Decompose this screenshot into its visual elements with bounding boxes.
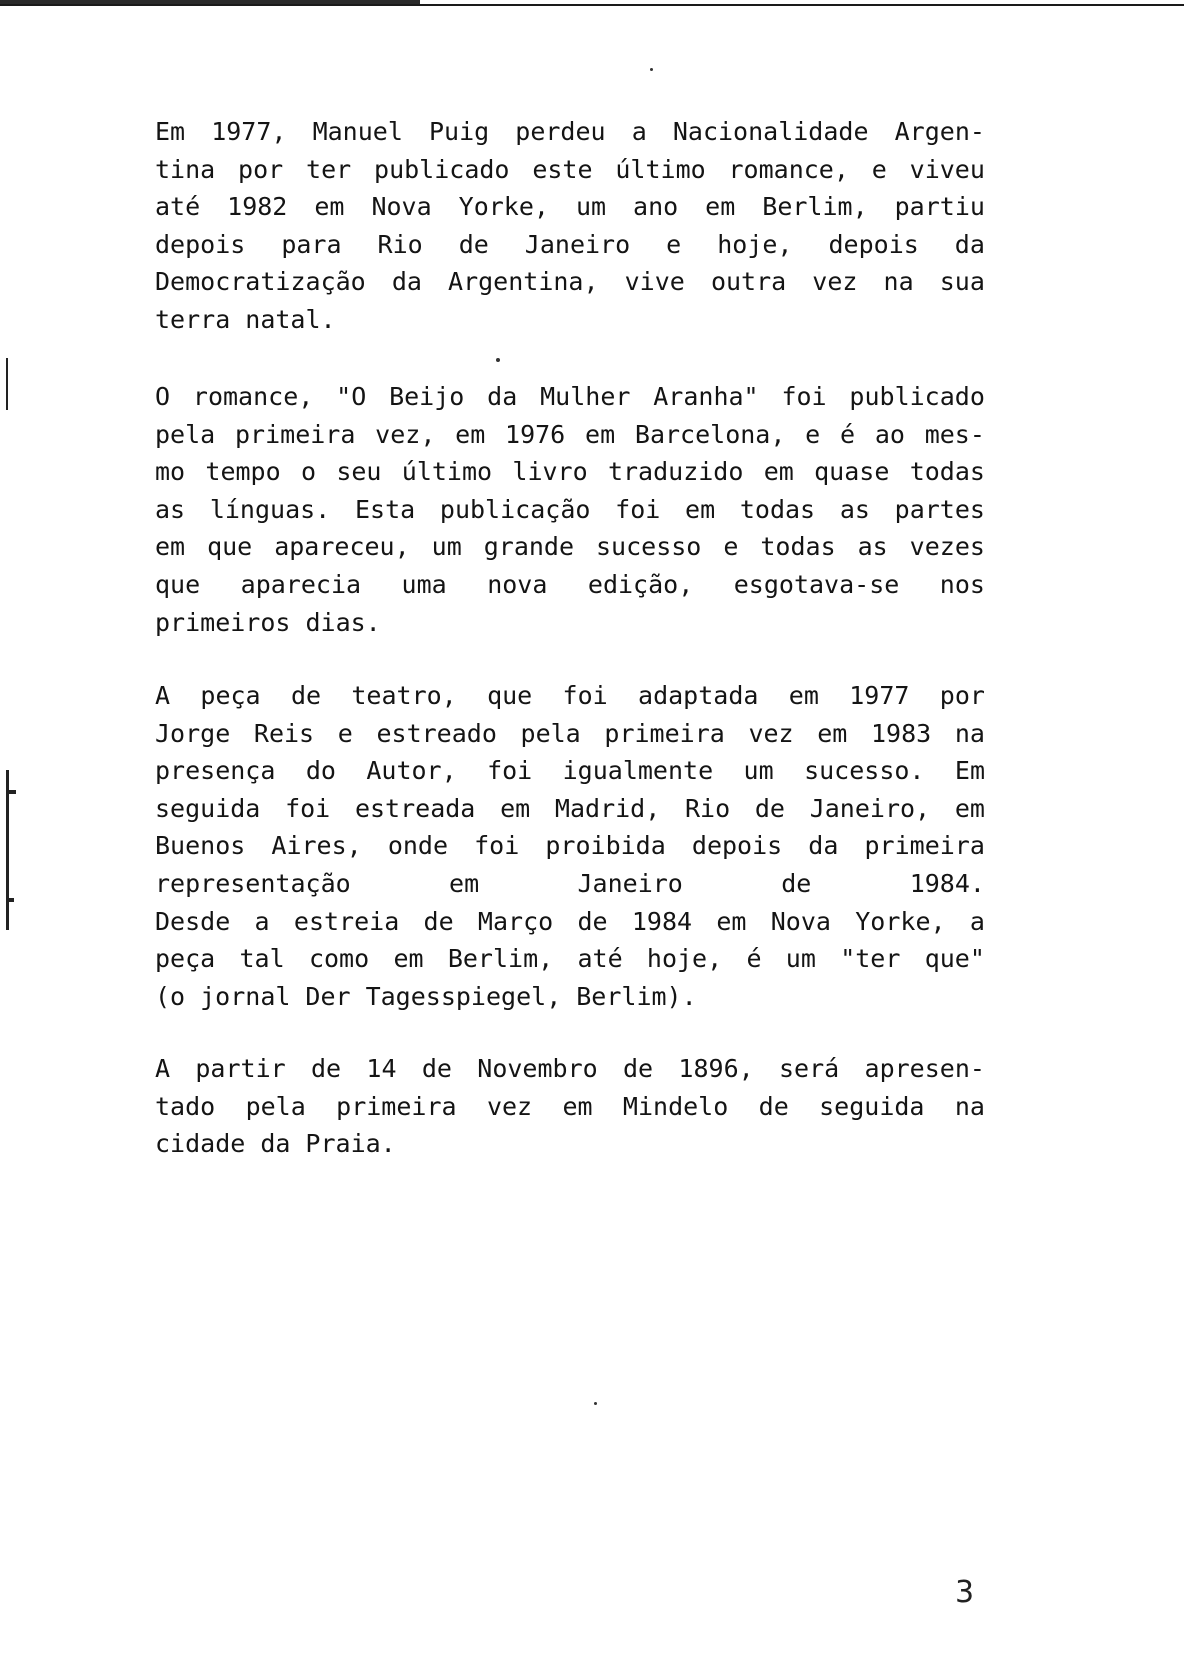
word: representação: [155, 868, 351, 898]
word: em: [763, 457, 794, 487]
word: este: [532, 154, 593, 184]
word: vez: [812, 267, 858, 297]
word: vez: [486, 1091, 533, 1121]
word: de: [290, 681, 322, 710]
word: 1982: [227, 192, 288, 222]
word: e: [337, 718, 353, 748]
word: foi: [615, 494, 661, 524]
word: da: [808, 831, 839, 861]
word: partes: [894, 494, 985, 524]
word: dias.: [305, 607, 381, 637]
word: é: [840, 419, 856, 449]
word: a: [631, 117, 647, 146]
word: estreada: [354, 793, 476, 823]
word: em: [817, 718, 848, 748]
word: sua: [939, 267, 985, 297]
word: Nova: [770, 906, 831, 936]
word: Berlim,: [762, 192, 868, 222]
word: Barcelona,: [634, 419, 786, 449]
text-line: [155, 677, 985, 715]
word: até: [577, 944, 623, 974]
word: e: [805, 419, 821, 449]
word: as: [155, 494, 186, 524]
word: romance,: [192, 382, 314, 411]
scan-margin-mark: [6, 770, 9, 930]
word: que": [924, 944, 985, 974]
text-line: [155, 940, 985, 978]
word: último: [401, 457, 493, 487]
word: Em: [954, 756, 985, 786]
text-line: [155, 226, 985, 264]
word: do: [305, 756, 336, 786]
word: último: [615, 154, 706, 184]
word: sucesso.: [804, 756, 925, 786]
text-line: [155, 416, 985, 454]
word: na: [954, 718, 985, 748]
word: em: [585, 419, 616, 449]
word: Beijo: [389, 382, 465, 411]
word: depois: [828, 229, 919, 259]
word: em: [155, 532, 186, 562]
word: pela: [155, 419, 216, 449]
word: peça: [155, 944, 216, 974]
word: em: [500, 793, 531, 823]
scan-margin-mark: [8, 898, 14, 902]
word: A: [155, 1054, 171, 1083]
word: Puig: [428, 117, 490, 146]
word: 14: [366, 1054, 397, 1083]
word: aparecia: [240, 569, 362, 599]
word: Buenos: [155, 831, 246, 861]
word: publicação: [439, 494, 591, 524]
word: um: [431, 532, 462, 562]
word: O: [155, 382, 171, 411]
word: 1896,: [678, 1054, 754, 1083]
scan-speck: [496, 358, 500, 362]
word: apareceu,: [274, 532, 410, 562]
word: ao: [874, 419, 905, 449]
word: Rio: [377, 229, 423, 259]
word: pela: [245, 1091, 306, 1121]
word: de: [423, 906, 454, 936]
word: Manuel: [312, 117, 403, 146]
text-line: [155, 151, 985, 189]
text-line: [155, 491, 985, 529]
word: 1983: [871, 718, 932, 748]
word: livro: [512, 457, 588, 487]
text-line: [155, 528, 985, 566]
word: terra: [155, 304, 231, 334]
word: seu: [336, 457, 382, 487]
word: seguida: [155, 793, 261, 823]
word: é: [746, 944, 762, 974]
word: todas: [760, 532, 836, 562]
scan-margin-mark: [6, 358, 8, 410]
word: traduzido: [607, 457, 744, 487]
word: as: [839, 494, 870, 524]
word: peça: [200, 681, 261, 710]
word: o: [300, 457, 317, 487]
word: Janeiro: [524, 229, 631, 259]
word: um: [743, 756, 774, 786]
word: as: [857, 532, 888, 562]
paragraph-2: [155, 378, 985, 641]
word: Janeiro: [577, 868, 683, 898]
word: depois: [691, 831, 783, 861]
word: 1977: [849, 681, 910, 710]
word: em: [455, 419, 486, 449]
word: perdeu: [515, 117, 606, 146]
word: jornal: [200, 981, 291, 1011]
word: proibida: [545, 831, 666, 861]
word: depois: [155, 229, 246, 259]
word: Nova: [371, 192, 432, 222]
word: Esta: [354, 494, 416, 524]
word: em: [705, 192, 736, 222]
word: "ter: [840, 944, 901, 974]
word: todas: [909, 457, 985, 487]
word: publicado: [849, 382, 985, 411]
word: que: [207, 532, 253, 562]
word: foi: [487, 756, 533, 786]
word: Praia.: [305, 1129, 396, 1159]
word: esgotava-se: [733, 569, 900, 599]
word: foi: [474, 831, 520, 861]
word: romance,: [728, 154, 849, 184]
text-line: [155, 903, 985, 941]
word: Mulher: [540, 382, 631, 411]
word: de: [577, 906, 608, 936]
word: 1984: [631, 906, 693, 936]
word: da: [391, 267, 422, 297]
word: teatro,: [351, 681, 457, 710]
word: 1976: [505, 419, 566, 449]
word: cidade: [155, 1129, 246, 1159]
word: até: [155, 192, 201, 222]
word: Jorge: [155, 718, 231, 748]
word: em: [685, 494, 716, 524]
word: Tagesspiegel,: [365, 981, 562, 1011]
word: foi: [285, 793, 331, 823]
word: por: [238, 154, 284, 184]
word: da: [260, 1129, 291, 1159]
word: uma: [401, 569, 447, 599]
word: primeira: [234, 419, 356, 449]
scan-margin-mark: [8, 790, 16, 794]
word: hoje,: [717, 229, 793, 259]
word: em: [716, 906, 747, 936]
word: de: [754, 793, 785, 823]
word: em: [393, 944, 424, 974]
word: primeira: [604, 718, 725, 748]
word: estreado: [376, 718, 497, 748]
word: Mindelo: [622, 1091, 729, 1121]
word: tina: [155, 154, 216, 184]
text-line: [155, 1050, 985, 1088]
word: será: [779, 1054, 840, 1083]
word: Democratização: [155, 267, 366, 297]
text-line: [155, 790, 985, 828]
text-line: [155, 378, 985, 416]
word: um: [575, 192, 607, 222]
word: onde: [387, 831, 449, 861]
word: e: [723, 532, 739, 562]
word: estreia: [293, 906, 400, 936]
word: vez: [748, 718, 794, 748]
word: Berlim,: [447, 944, 554, 974]
text-line: [155, 113, 985, 151]
word: um: [785, 944, 816, 974]
word: de: [311, 1054, 342, 1083]
word: presença: [155, 756, 276, 786]
word: grande: [483, 532, 575, 562]
word: na: [954, 1091, 985, 1121]
word: A: [155, 681, 171, 710]
text-line: [155, 978, 985, 1016]
word: (o: [155, 981, 186, 1011]
word: tado: [155, 1091, 216, 1121]
text-line: [155, 715, 985, 753]
word: a: [969, 906, 985, 936]
word: de: [421, 1054, 452, 1083]
scan-top-rule: [0, 4, 1184, 6]
word: mo: [155, 457, 186, 487]
word: "O: [336, 382, 367, 411]
text-line: [155, 827, 985, 865]
word: vez,: [375, 419, 436, 449]
word: Janeiro,: [809, 793, 931, 823]
word: de: [781, 868, 812, 898]
word: foi: [781, 382, 827, 411]
word: Nacionalidade: [672, 117, 869, 146]
text-line: [155, 1125, 985, 1163]
word: natal.: [245, 304, 336, 334]
word: Madrid,: [554, 793, 661, 823]
word: foi: [562, 681, 608, 710]
word: Novembro: [477, 1054, 598, 1083]
word: para: [281, 229, 342, 259]
word: viveu: [909, 154, 985, 184]
page-number: 3: [955, 1575, 975, 1610]
word: Berlim).: [576, 981, 697, 1011]
word: a: [254, 906, 270, 936]
word: tempo: [205, 457, 281, 487]
text-line: [155, 301, 985, 339]
text-line: [155, 752, 985, 790]
word: ter: [306, 154, 352, 184]
word: hoje,: [646, 944, 723, 974]
word: que: [487, 681, 533, 710]
word: na: [883, 267, 914, 297]
word: nos: [939, 569, 985, 599]
word: primeira: [336, 1091, 457, 1121]
word: línguas.: [209, 494, 331, 524]
word: em: [449, 868, 480, 898]
text-line: [155, 865, 985, 903]
word: da: [954, 229, 985, 259]
word: primeiros: [155, 607, 291, 637]
word: Aires,: [271, 831, 362, 861]
word: edição,: [587, 569, 694, 599]
word: e: [666, 229, 682, 259]
word: Argentina,: [448, 267, 599, 297]
word: de: [458, 229, 489, 259]
word: em: [562, 1091, 593, 1121]
word: mes-: [924, 419, 985, 449]
word: por: [939, 681, 985, 710]
word: Desde: [155, 906, 231, 936]
text-line: [155, 1088, 985, 1126]
scan-speck: [594, 1402, 597, 1405]
word: de: [623, 1054, 654, 1083]
word: primeira: [864, 831, 985, 861]
word: Yorke,: [855, 906, 946, 936]
text-line: [155, 188, 985, 226]
word: publicado: [374, 154, 510, 184]
word: seguida: [819, 1091, 925, 1121]
word: todas: [739, 494, 816, 524]
word: Yorke,: [458, 192, 549, 222]
word: Em: [155, 117, 186, 146]
word: Aranha": [653, 382, 759, 411]
word: em: [788, 681, 819, 710]
word: tal: [239, 944, 285, 974]
text-line: [155, 263, 985, 301]
word: da: [487, 382, 518, 411]
word: como: [308, 944, 370, 974]
word: Março: [477, 906, 554, 936]
word: adaptada: [638, 681, 759, 710]
text-line: [155, 453, 985, 491]
scan-speck: [650, 68, 653, 71]
word: em: [954, 793, 985, 823]
paragraph-1: [155, 113, 985, 339]
word: 1977,: [211, 117, 287, 146]
word: quase: [814, 457, 890, 487]
word: Autor,: [366, 756, 457, 786]
word: que: [155, 569, 201, 599]
word: Reis: [253, 718, 315, 748]
paragraph-3: [155, 677, 985, 1015]
text-line: [155, 566, 985, 604]
word: partir: [195, 1054, 286, 1083]
word: vezes: [909, 532, 985, 562]
word: Der: [305, 981, 351, 1011]
word: sucesso: [596, 532, 702, 562]
word: em: [314, 192, 345, 222]
word: Argen-: [894, 117, 985, 146]
word: apresen-: [864, 1054, 985, 1083]
word: vive: [624, 267, 685, 297]
word: igualmente: [562, 756, 714, 786]
word: partiu: [894, 192, 985, 222]
word: outra: [710, 267, 787, 297]
word: nova: [487, 569, 548, 599]
paragraph-4: [155, 1050, 985, 1163]
word: Rio: [685, 793, 731, 823]
word: pela: [520, 718, 581, 748]
word: e: [871, 154, 887, 184]
word: ano: [633, 192, 679, 222]
word: 1984.: [909, 868, 985, 898]
text-line: [155, 604, 985, 642]
word: de: [758, 1091, 789, 1121]
